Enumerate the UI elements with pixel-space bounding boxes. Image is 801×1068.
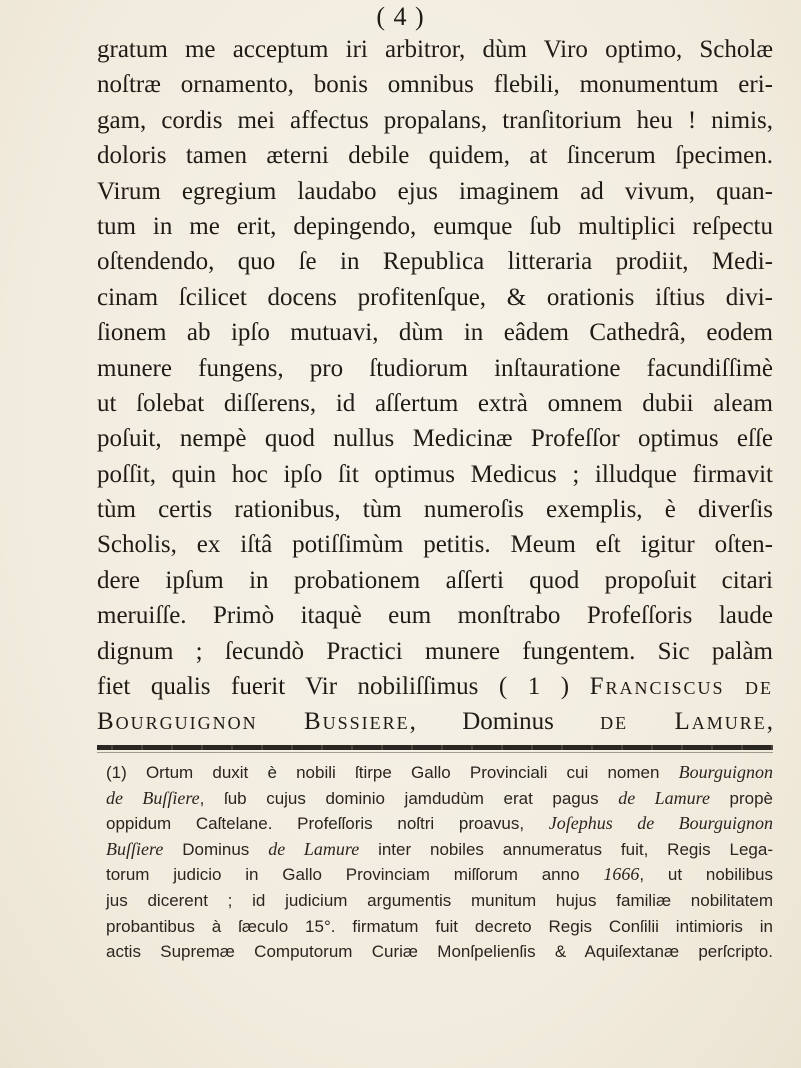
trailing-comma: ,: [766, 708, 773, 736]
footnote: [106, 760, 773, 965]
name-line: [97, 704, 773, 739]
footnote-line: de Buſſiere, ſub cujus dominio jamdudùm erat pagus de Lamure propè: [106, 787, 773, 808]
title-text: , Dominus: [409, 708, 554, 736]
text-line: gam, cordis mei affectus propalans, tranſitorium heu ! nimis,: [97, 106, 773, 134]
text-line: Scholis, ex iſtâ potiſſimùm petitis. Meum eſt igitur oſten-: [97, 531, 773, 559]
text-line-lead: fiet qualis fuerit Vir nobiliſſimus ( 1 ): [97, 673, 570, 701]
text-line: meruiſſe. Primò itaquè eum monſtrabo Profeſſoris laude: [97, 602, 773, 630]
text-line: oſtendendo, quo ſe in Republica litteraria prodiit, Medi-: [97, 248, 773, 276]
name-particle-2: de: [600, 708, 629, 736]
text-line: dere ipſum in probationem aſſerti quod propoſuit citari: [97, 566, 773, 594]
footnote-line: (1) Ortum duxit è nobili ſtirpe Gallo Provinciali cui nomen Bourguignon: [106, 762, 773, 782]
family-name: Bourguignon: [97, 708, 258, 736]
text-line: gratum me acceptum iri arbitror, dùm Viro optimo, Scholæ: [97, 36, 773, 63]
text-line: ut ſolebat diſſerens, id aſſertum extrà omnem dubii aleam: [97, 389, 773, 417]
text-line: munere fungens, pro ſtudiorum inſtauratione facundiſſimè: [97, 354, 773, 382]
footnote-line: actis Supremæ Computorum Curiæ Monſpelienſis & Aquiſextanæ perſcripto.: [106, 942, 773, 962]
text-line: poſuit, nempè quod nullus Medicinæ Profeſſor optimus eſſe: [97, 425, 773, 453]
text-line: dignum ; ſecundò Practici munere fungentem. Sic palàm: [97, 637, 773, 665]
text-line: tum in me erit, depingendo, eumque ſub multiplici reſpectu: [97, 212, 773, 240]
footnote-line: jus dicerent ; id judicium argumentis munitum hujus familiæ nobilitatem: [106, 890, 773, 910]
text-line: poſſit, quin hoc ipſo ſit optimus Medicus ; illudque firmavit: [97, 460, 773, 488]
footnote-line: probantibus à ſæculo 15°. firmatum fuit decreto Regis Conſilii intimioris in: [106, 916, 773, 936]
person-name: Franciscus: [589, 673, 725, 701]
footnote-line: Buſſiere Dominus de Lamure inter nobiles annumeratus fuit, Regis Lega-: [106, 838, 773, 859]
family-name-2: Bussiere: [303, 708, 410, 736]
text-line: ſionem ab ipſo mutuavi, dùm in eâdem Cathedrâ, eodem: [97, 319, 773, 347]
text-line: noſtræ ornamento, bonis omnibus flebili, monumentum eri-: [97, 71, 773, 99]
text-line: doloris tamen æterni debile quidem, at ſincerum ſpecimen.: [97, 142, 773, 170]
text-line: tùm certis rationibus, tùm numeroſis exemplis, è diverſis: [97, 496, 773, 524]
footnote-line: oppidum Caſtelane. Profeſſoris noſtri proavus, Joſephus de Bourguignon: [106, 813, 773, 834]
main-text: [97, 32, 773, 740]
text-line: Virum egregium laudabo ejus imaginem ad vivum, quan-: [97, 177, 773, 205]
page-number: ( 4 ): [376, 2, 425, 31]
text-line-with-name: [97, 669, 773, 704]
text-line: cinam ſcilicet docens profitenſque, & orationis iſtius divi-: [97, 283, 773, 311]
footnote-separator: [97, 745, 773, 750]
footnote-separator-thin: [97, 752, 773, 753]
name-particle: de: [745, 673, 774, 701]
estate-name: Lamure: [674, 708, 767, 736]
footnote-line: torum judicio in Gallo Provinciam miſſorum anno 1666, ut nobilibus: [106, 864, 773, 885]
